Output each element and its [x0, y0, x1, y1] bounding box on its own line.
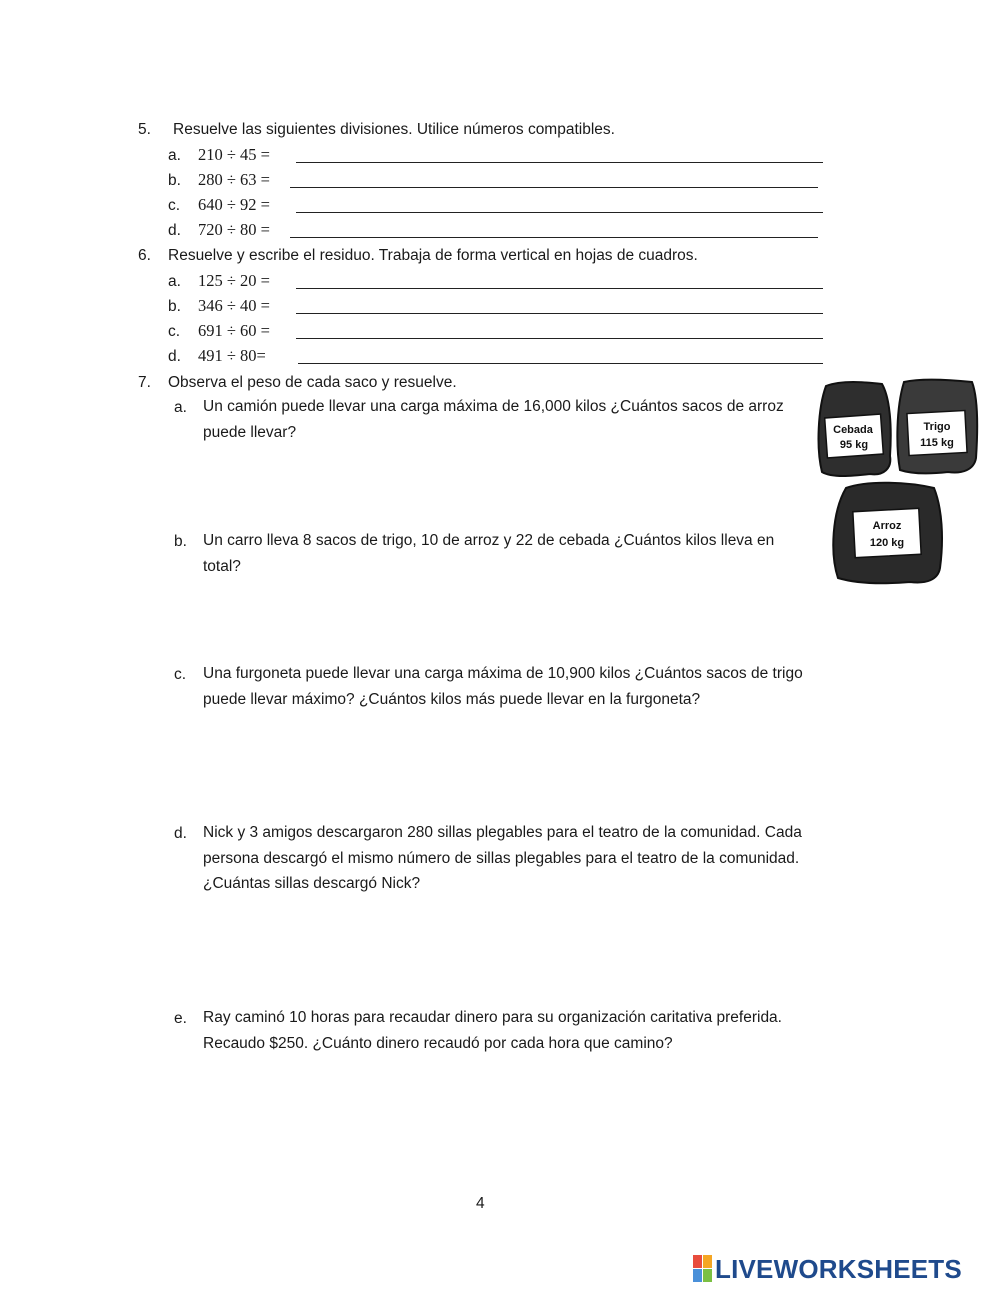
q6-instruction: Resuelve y escribe el residuo. Trabaja de forma vertical en hojas de cuadros.	[168, 247, 698, 264]
q7d-label: d.	[174, 825, 187, 842]
q5-instruction: Resuelve las siguientes divisiones. Utilice números compatibles.	[173, 121, 615, 138]
sacks-illustration	[812, 378, 987, 593]
q6c-answer-line[interactable]	[296, 338, 823, 339]
q7c-label: c.	[174, 666, 187, 683]
q5c-answer-line[interactable]	[296, 212, 823, 213]
q5-number: 5.	[138, 121, 151, 138]
q7c-answer-area[interactable]	[203, 716, 803, 816]
q5c-expression: 640 ÷ 92 =	[198, 195, 270, 214]
q5a-label: a.	[168, 147, 181, 164]
q6c-label: c.	[168, 323, 181, 340]
q6b-label: b.	[168, 298, 181, 315]
live-badge-icon	[693, 1255, 713, 1283]
q7c-text: Una furgoneta puede llevar una carga máxima de 10,900 kilos ¿Cuántos sacos de trigo puede llevar máximo? ¿Cuántos kilos más puede llevar en la furgoneta?	[203, 665, 803, 708]
sack-arroz	[833, 483, 942, 583]
sack-arroz-name: Arroz	[872, 520, 902, 532]
sack-cebada	[819, 382, 891, 476]
q7a-label: a.	[174, 399, 187, 416]
q5d-answer-line[interactable]	[290, 237, 818, 238]
q7d-answer-area[interactable]	[203, 900, 803, 1000]
q6d-answer-line[interactable]	[298, 363, 823, 364]
sack-cebada-name: Cebada	[833, 424, 873, 436]
q6c-expression: 691 ÷ 60 =	[198, 321, 270, 340]
q7-number: 7.	[138, 374, 151, 391]
q5b-answer-line[interactable]	[290, 187, 818, 188]
q7a-text: Un camión puede llevar una carga máxima de 16,000 kilos ¿Cuántos sacos de arroz puede llevar?	[203, 398, 784, 441]
q5a-expression: 210 ÷ 45 =	[198, 145, 270, 164]
q5b-label: b.	[168, 172, 181, 189]
q7e-text: Ray caminó 10 horas para recaudar dinero para su organización caritativa preferida. Recaudo $250. ¿Cuánto dinero recaudó por cada hora que camino?	[203, 1009, 782, 1052]
q7d-text: Nick y 3 amigos descargaron 280 sillas plegables para el teatro de la comunidad. Cada persona descargó el mismo número de sillas plegables para el teatro de la comunidad. ¿Cuántas sillas descargó Nick?	[203, 824, 802, 892]
q7a-answer-area[interactable]	[203, 448, 803, 526]
q5c-label: c.	[168, 197, 181, 214]
q5d-expression: 720 ÷ 80 =	[198, 220, 270, 239]
q7e-answer-area[interactable]	[203, 1060, 803, 1160]
sack-cebada-weight: 95 kg	[839, 439, 869, 451]
q6a-expression: 125 ÷ 20 =	[198, 271, 270, 290]
q5b-expression: 280 ÷ 63 =	[198, 170, 270, 189]
q7b-text: Un carro lleva 8 sacos de trigo, 10 de arroz y 22 de cebada ¿Cuántos kilos lleva en total?	[203, 532, 775, 575]
q6a-label: a.	[168, 273, 181, 290]
sack-trigo-name: Trigo	[923, 421, 951, 433]
q6b-answer-line[interactable]	[296, 313, 823, 314]
page-number: 4	[476, 1195, 485, 1212]
q6b-expression: 346 ÷ 40 =	[198, 296, 270, 315]
sack-trigo	[897, 380, 977, 474]
q6d-label: d.	[168, 348, 181, 365]
q7b-label: b.	[174, 533, 187, 550]
q6d-expression: 491 ÷ 80=	[198, 346, 266, 365]
q6-number: 6.	[138, 247, 151, 264]
q7e-label: e.	[174, 1010, 187, 1027]
q5d-label: d.	[168, 222, 181, 239]
sack-arroz-weight: 120 kg	[869, 537, 905, 549]
q7b-answer-area[interactable]	[203, 582, 803, 660]
brand-name: LIVEWORKSHEETS	[715, 1254, 962, 1284]
q7-instruction: Observa el peso de cada saco y resuelve.	[168, 374, 457, 391]
q5a-answer-line[interactable]	[296, 162, 823, 163]
q6a-answer-line[interactable]	[296, 288, 823, 289]
sack-trigo-weight: 115 kg	[920, 437, 954, 449]
